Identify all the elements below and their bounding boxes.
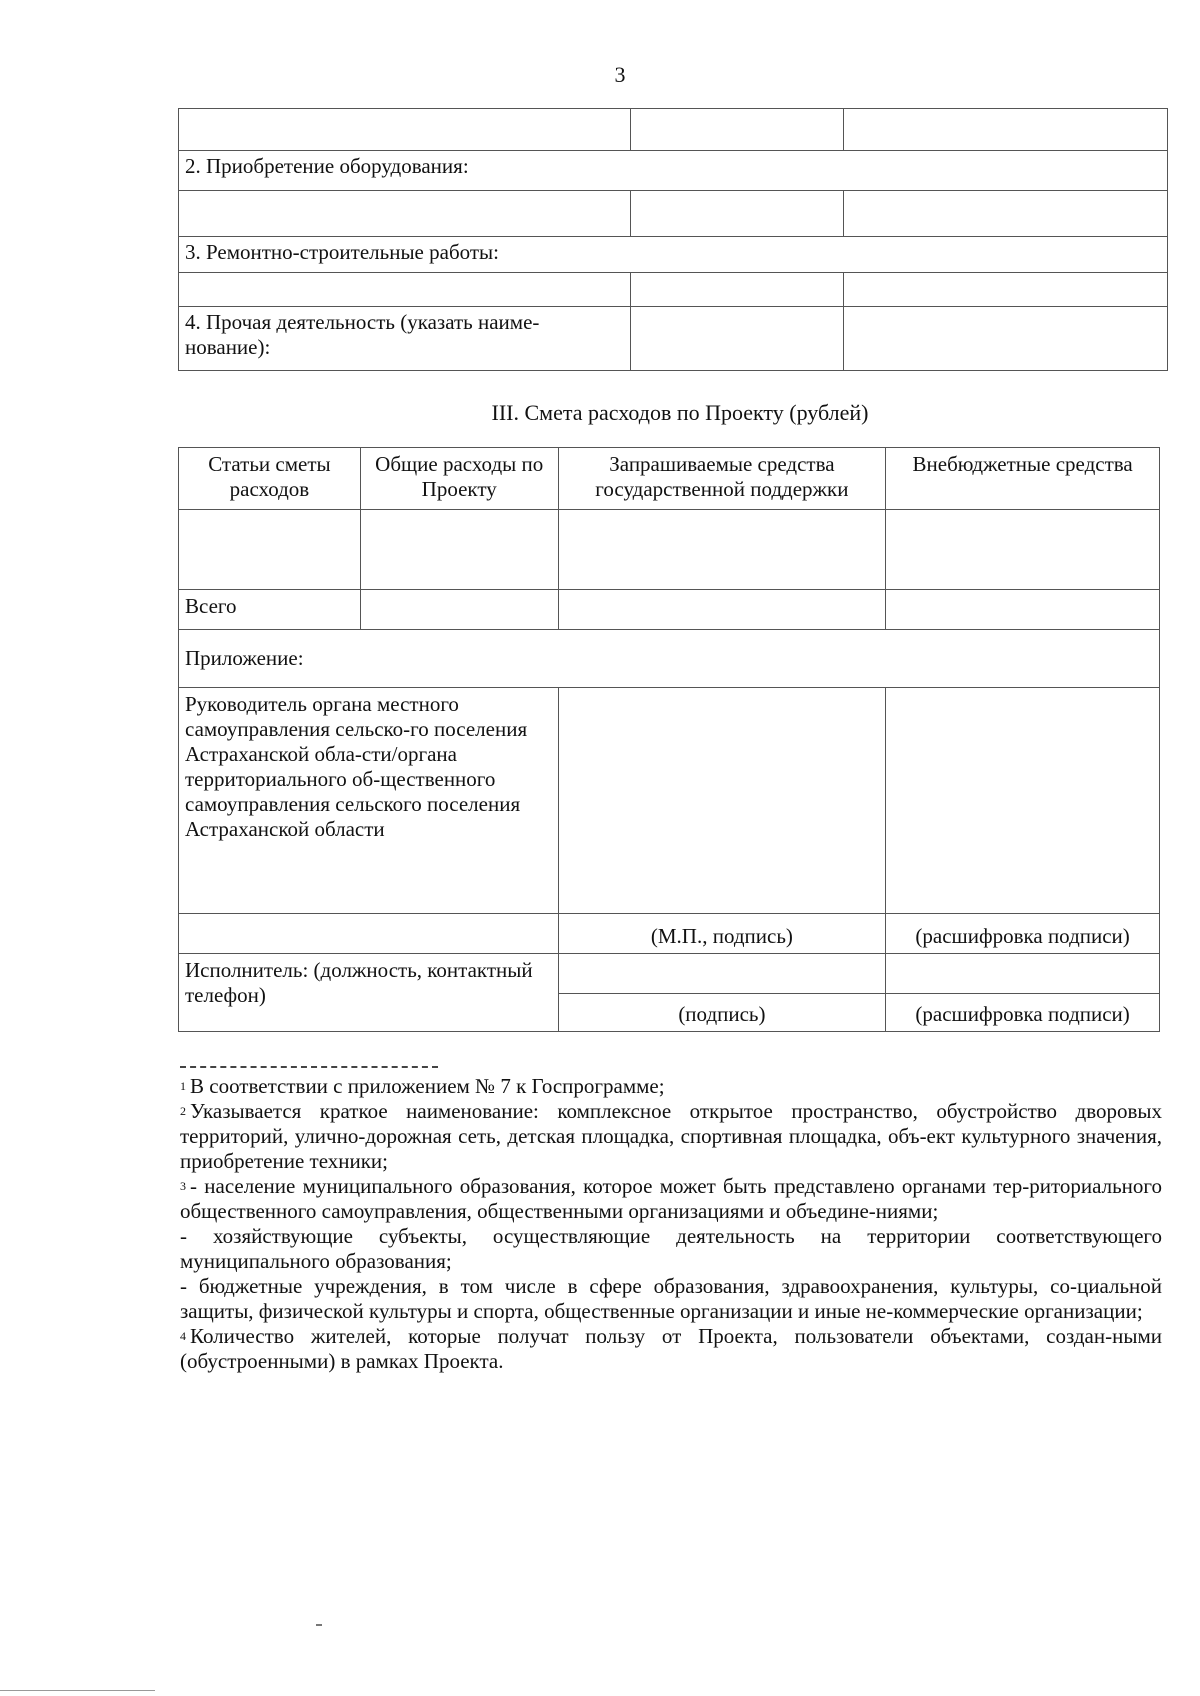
head-label: Руководитель органа местного самоуправления сельско-го поселения Астраханской обла-сти/органа территориального об-щественного самоуправления сельского поселения Астраханской области bbox=[179, 688, 559, 914]
footnote bbox=[180, 1224, 1162, 1274]
table-cell bbox=[179, 109, 631, 151]
footnote-text: - хозяйствующие субъекты, осуществляющие деятельность на территории соответствующего муниципального образования; bbox=[180, 1224, 1162, 1273]
executor-label: Исполнитель: (должность, контактный телефон) bbox=[179, 954, 559, 1032]
footnote-mark: 4 bbox=[180, 1329, 186, 1343]
column-header: Запрашиваемые средства государственной поддержки bbox=[558, 448, 886, 510]
table-row bbox=[179, 307, 1168, 371]
table-cell bbox=[360, 510, 558, 590]
table-cell bbox=[179, 191, 631, 237]
table-row bbox=[179, 590, 1160, 630]
activities-table bbox=[178, 108, 1168, 371]
table-row bbox=[179, 237, 1168, 273]
table-row bbox=[179, 688, 1160, 914]
table-cell bbox=[886, 590, 1160, 630]
footnotes bbox=[180, 1074, 1162, 1374]
footnote bbox=[180, 1324, 1162, 1374]
table-cell bbox=[630, 307, 844, 371]
table-cell bbox=[886, 954, 1160, 994]
scan-edge-line bbox=[0, 1690, 155, 1691]
footnote-text: - бюджетные учреждения, в том числе в сфере образования, здравоохранения, культуры, со-циальной защиты, физической культуры и спорта, общественные организации и иные не-коммерческие организации; bbox=[180, 1274, 1162, 1323]
table-row bbox=[179, 191, 1168, 237]
table-row bbox=[179, 273, 1168, 307]
signature-decoding-label: (расшифровка подписи) bbox=[886, 914, 1160, 954]
table-row bbox=[179, 510, 1160, 590]
appendix-label: Приложение: bbox=[179, 630, 1160, 688]
footnote-text: - население муниципального образования, которое может быть представлено органами тер-риториального общественного самоуправления, общественными организациями и объедине-ниями; bbox=[180, 1174, 1162, 1223]
row-equipment-label: 2. Приобретение оборудования: bbox=[179, 151, 1168, 191]
section-title: III. Смета расходов по Проекту (рублей) bbox=[491, 400, 869, 425]
table-cell bbox=[886, 688, 1160, 914]
table-row bbox=[179, 630, 1160, 688]
column-header: Статьи сметы расходов bbox=[179, 448, 361, 510]
table-cell bbox=[844, 191, 1168, 237]
footnote bbox=[180, 1099, 1162, 1174]
footnote-text: Указывается краткое наименование: комплексное открытое пространство, обустройство дворовых территорий, улично-дорожная сеть, детская площадка, спортивная площадка, объ-ект культурного значения, приобретение техники; bbox=[180, 1099, 1162, 1173]
table-row bbox=[179, 914, 1160, 954]
column-header: Общие расходы по Проекту bbox=[360, 448, 558, 510]
total-label: Всего bbox=[179, 590, 361, 630]
table-cell bbox=[360, 590, 558, 630]
footnote bbox=[180, 1274, 1162, 1324]
seal-signature-label: (М.П., подпись) bbox=[558, 914, 886, 954]
table-row bbox=[179, 954, 1160, 994]
row-repair-label: 3. Ремонтно-строительные работы: bbox=[179, 237, 1168, 273]
table-cell bbox=[844, 109, 1168, 151]
table-cell bbox=[844, 307, 1168, 371]
footnote bbox=[180, 1174, 1162, 1224]
table-cell bbox=[844, 273, 1168, 307]
footnote bbox=[180, 1074, 1162, 1099]
table-header-row bbox=[179, 448, 1160, 510]
table-cell bbox=[558, 688, 886, 914]
footnote-text: Количество жителей, которые получат пользу от Проекта, пользователи объектами, создан-ными (обустроенными) в рамках Проекта. bbox=[180, 1324, 1162, 1373]
table-row bbox=[179, 109, 1168, 151]
table-cell bbox=[630, 109, 844, 151]
table-cell bbox=[558, 510, 886, 590]
signature-label: (подпись) bbox=[558, 994, 886, 1032]
table-cell bbox=[630, 191, 844, 237]
scan-speck bbox=[316, 1624, 322, 1626]
row-other-label: 4. Прочая деятельность (указать наиме-нование): bbox=[179, 307, 631, 371]
footnote-mark: 3 bbox=[180, 1179, 186, 1193]
table-cell bbox=[179, 273, 631, 307]
table-cell bbox=[886, 510, 1160, 590]
footnote-mark: 2 bbox=[180, 1104, 186, 1118]
footnote-separator bbox=[180, 1066, 438, 1068]
footnote-mark: 1 bbox=[180, 1079, 186, 1093]
table-row bbox=[179, 151, 1168, 191]
page-number: 3 bbox=[614, 62, 626, 87]
table-cell bbox=[179, 510, 361, 590]
table-cell bbox=[558, 590, 886, 630]
table-cell bbox=[558, 954, 886, 994]
signature-decoding-label: (расшифровка подписи) bbox=[886, 994, 1160, 1032]
footnote-text: В соответствии с приложением № 7 к Госпрограмме; bbox=[190, 1074, 665, 1098]
table-cell bbox=[179, 914, 559, 954]
table-cell bbox=[630, 273, 844, 307]
budget-table bbox=[178, 447, 1160, 1032]
column-header: Внебюджетные средства bbox=[886, 448, 1160, 510]
